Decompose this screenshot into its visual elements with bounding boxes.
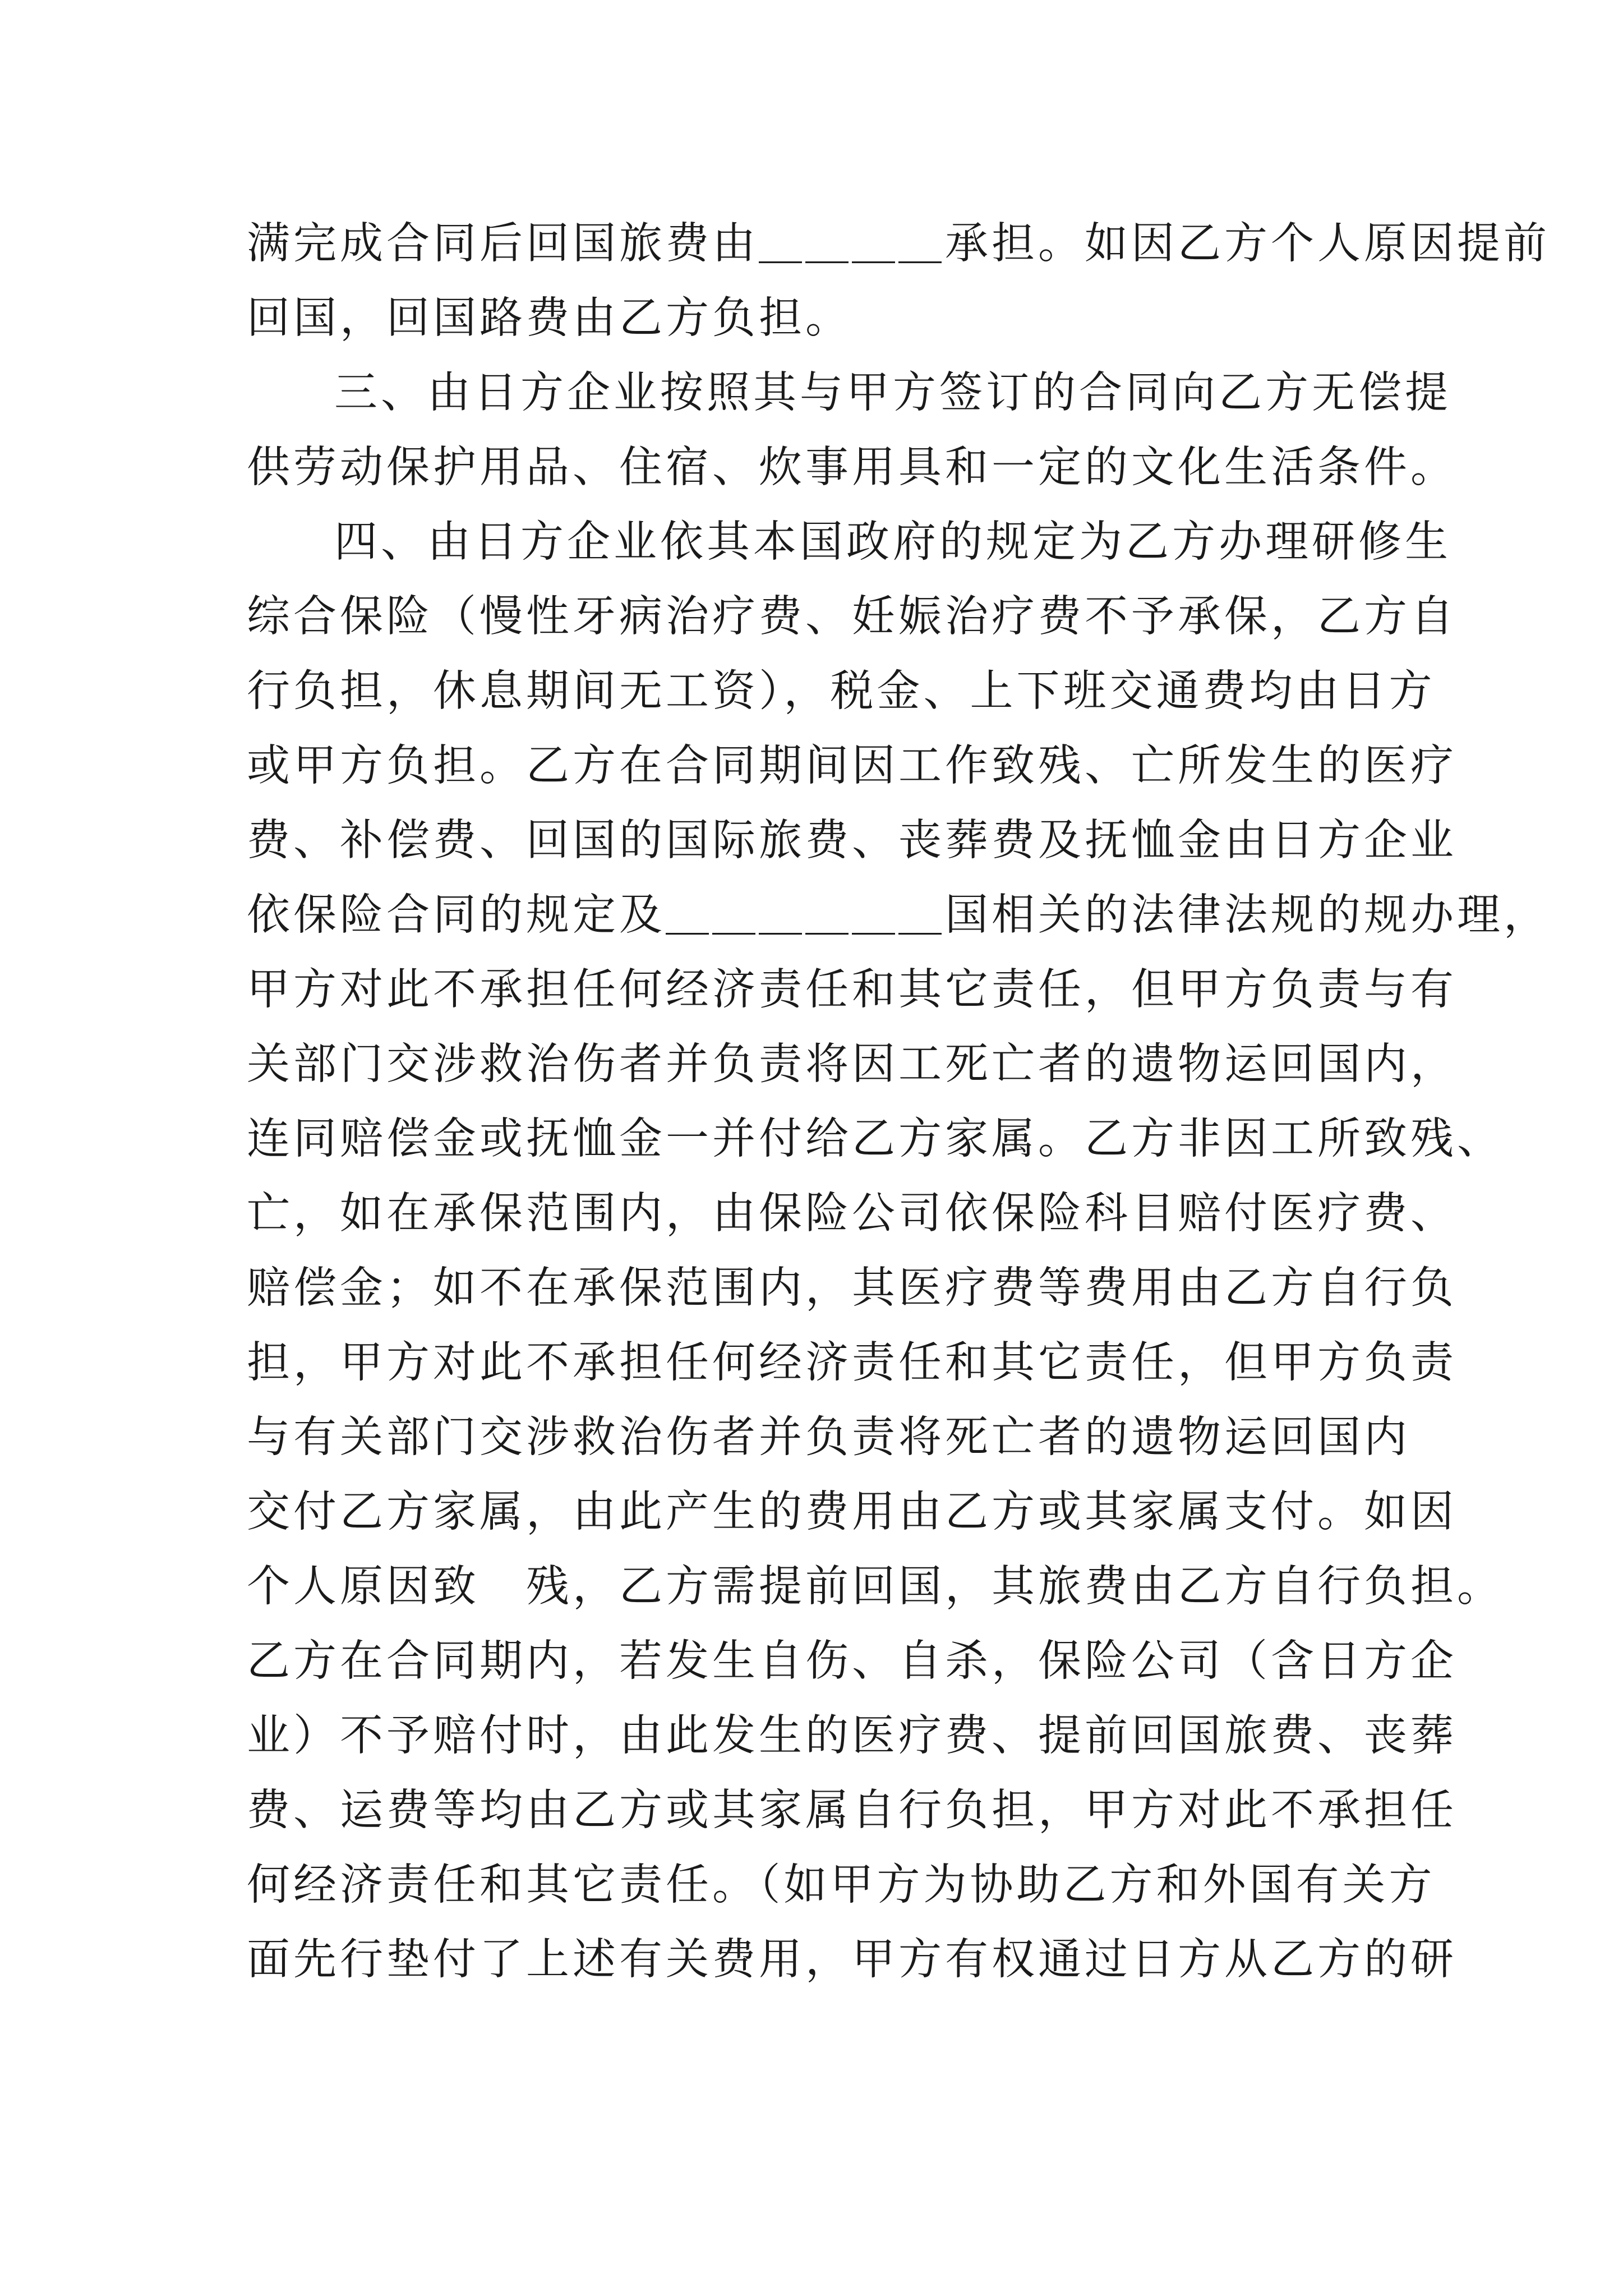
text-line: 与有关部门交涉救治伤者并负责将死亡者的遗物运回国内 [247, 1412, 1410, 1462]
text-line: 个人原因致 残，乙方需提前回国，其旅费由乙方自行负担。 [247, 1562, 1504, 1612]
text-line: 行负担，休息期间无工资），税金、上下班交通费均由日方 [247, 666, 1436, 716]
document-body [247, 206, 1550, 1997]
text-line: 综合保险（慢性牙病治疗费、妊娠治疗费不予承保，乙方自 [247, 592, 1457, 642]
text-line: 交付乙方家属，由此产生的费用由乙方或其家属支付。如因 [247, 1487, 1457, 1537]
text-line: 满完成合同后回国旅费由＿＿＿＿承担。如因乙方个人原因提前 [247, 219, 1550, 269]
text-line: 乙方在合同期内，若发生自伤、自杀，保险公司（含日方企 [247, 1636, 1457, 1686]
text-line: 费、运费等均由乙方或其家属自行负担，甲方对此不承担任 [247, 1786, 1457, 1835]
text-line: 关部门交涉救治伤者并负责将因工死亡者的遗物运回国内， [247, 1039, 1457, 1089]
text-line: 三、由日方企业按照其与甲方签订的合同向乙方无偿提 [334, 368, 1451, 418]
text-line: 甲方对此不承担任何经济责任和其它责任，但甲方负责与有 [247, 965, 1457, 1015]
text-line: 赔偿金；如不在承保范围内，其医疗费等费用由乙方自行负 [247, 1263, 1457, 1313]
text-line: 担，甲方对此不承担任何经济责任和其它责任，但甲方负责 [247, 1338, 1457, 1388]
text-line: 何经济责任和其它责任。（如甲方为协助乙方和外国有关方 [247, 1860, 1436, 1910]
text-line: 亡，如在承保范围内，由保险公司依保险科目赔付医疗费、 [247, 1189, 1457, 1239]
text-line: 或甲方负担。乙方在合同期间因工作致残、亡所发生的医疗 [247, 741, 1457, 791]
text-line: 回国，回国路费由乙方负担。 [247, 293, 852, 343]
text-line: 面先行垫付了上述有关费用，甲方有权通过日方从乙方的研 [247, 1935, 1457, 1985]
text-line: 供劳动保护用品、住宿、炊事用具和一定的文化生活条件。 [247, 443, 1457, 493]
text-line: 业）不予赔付时，由此发生的医疗费、提前回国旅费、丧葬 [247, 1711, 1457, 1761]
text-line: 四、由日方企业依其本国政府的规定为乙方办理研修生 [334, 517, 1451, 567]
text-line: 费、补偿费、回国的国际旅费、丧葬费及抚恤金由日方企业 [247, 816, 1457, 866]
text-line: 依保险合同的规定及＿＿＿＿＿＿国相关的法律法规的规办理， [247, 890, 1550, 940]
text-line: 连同赔偿金或抚恤金一并付给乙方家属。乙方非因工所致残、 [247, 1114, 1504, 1164]
